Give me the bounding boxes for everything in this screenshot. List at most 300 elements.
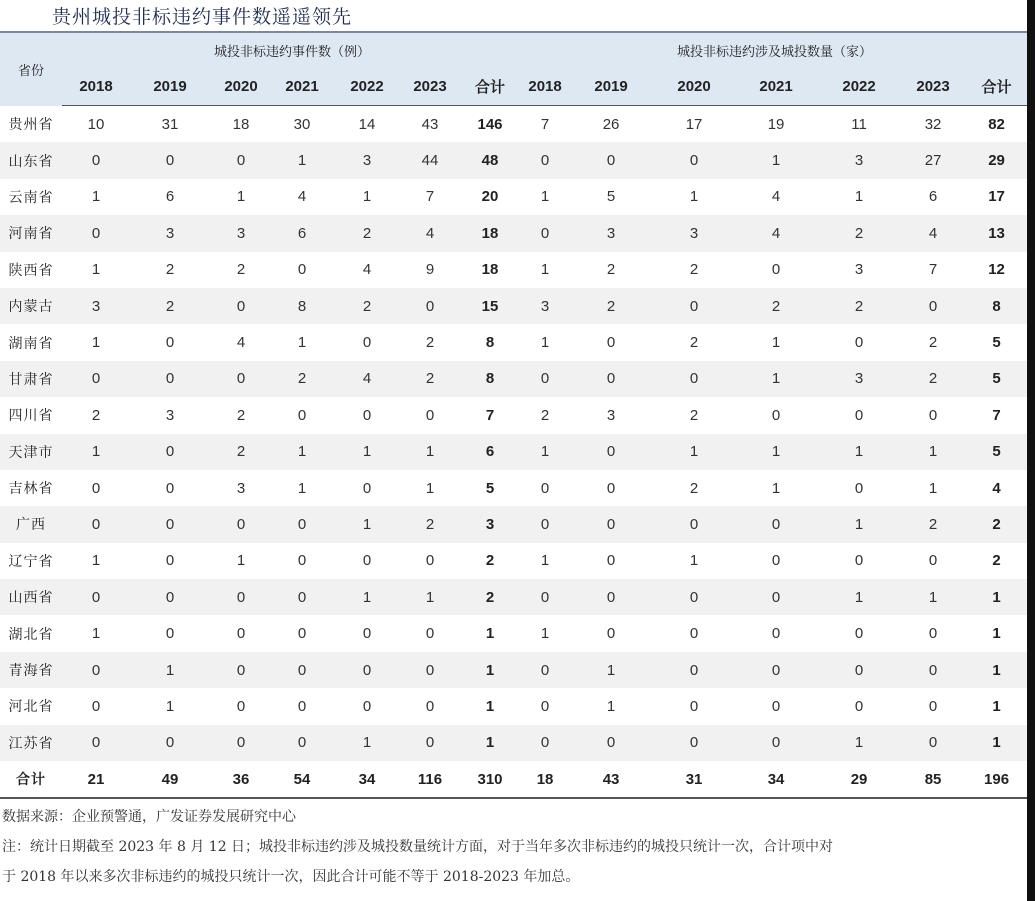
events-year-cell: 0 xyxy=(130,324,210,360)
events-year-cell: 0 xyxy=(130,543,210,579)
events-year-cell: 6 xyxy=(130,179,210,215)
events-year-cell: 1 xyxy=(402,470,458,506)
entities-year-header: 2023 xyxy=(900,67,966,106)
entities-year-cell: 0 xyxy=(818,470,900,506)
entities-year-cell: 1 xyxy=(734,434,818,470)
events-year-cell: 10 xyxy=(62,106,130,143)
events-year-cell: 3 xyxy=(62,288,130,324)
events-year-header: 2020 xyxy=(210,67,272,106)
province-cell: 湖北省 xyxy=(0,615,62,651)
entities-year-cell: 0 xyxy=(568,324,654,360)
entities-year-cell: 1 xyxy=(818,579,900,615)
entities-year-cell: 0 xyxy=(522,652,568,688)
entities-year-cell: 2 xyxy=(568,288,654,324)
events-year-cell: 30 xyxy=(272,106,332,143)
events-total-cell: 48 xyxy=(458,142,522,178)
entities-year-cell: 85 xyxy=(900,761,966,798)
table-header xyxy=(0,32,1027,106)
events-year-cell: 0 xyxy=(62,215,130,251)
entities-year-cell: 0 xyxy=(568,142,654,178)
entities-total-cell: 4 xyxy=(966,470,1027,506)
table-row xyxy=(0,324,1027,360)
entities-total-cell: 82 xyxy=(966,106,1027,143)
events-year-cell: 0 xyxy=(402,688,458,724)
events-year-cell: 9 xyxy=(402,252,458,288)
events-total-cell: 6 xyxy=(458,434,522,470)
entities-year-cell: 0 xyxy=(734,506,818,542)
events-year-cell: 1 xyxy=(62,615,130,651)
events-total-cell: 310 xyxy=(458,761,522,798)
events-year-cell: 21 xyxy=(62,761,130,798)
province-cell: 吉林省 xyxy=(0,470,62,506)
entities-year-cell: 1 xyxy=(818,506,900,542)
events-year-cell: 0 xyxy=(210,361,272,397)
entities-year-cell: 0 xyxy=(734,688,818,724)
entities-year-cell: 31 xyxy=(654,761,734,798)
entities-total-cell: 29 xyxy=(966,142,1027,178)
province-column-header: 省份 xyxy=(0,32,62,106)
entities-total-cell: 196 xyxy=(966,761,1027,798)
events-year-cell: 3 xyxy=(210,470,272,506)
entities-year-cell: 0 xyxy=(654,579,734,615)
table-row xyxy=(0,397,1027,433)
province-cell: 贵州省 xyxy=(0,106,62,143)
entities-total-cell: 17 xyxy=(966,179,1027,215)
events-year-cell: 0 xyxy=(272,688,332,724)
entities-year-cell: 1 xyxy=(734,361,818,397)
events-year-cell: 116 xyxy=(402,761,458,798)
events-year-cell: 0 xyxy=(272,543,332,579)
events-year-cell: 3 xyxy=(210,215,272,251)
entities-total-cell: 5 xyxy=(966,434,1027,470)
entities-year-cell: 0 xyxy=(734,252,818,288)
events-year-cell: 1 xyxy=(62,252,130,288)
entities-year-cell: 19 xyxy=(734,106,818,143)
events-year-cell: 0 xyxy=(332,397,402,433)
events-year-cell: 1 xyxy=(62,324,130,360)
entities-year-cell: 1 xyxy=(522,543,568,579)
events-year-cell: 0 xyxy=(130,579,210,615)
events-year-cell: 8 xyxy=(272,288,332,324)
entities-year-cell: 32 xyxy=(900,106,966,143)
entities-year-cell: 18 xyxy=(522,761,568,798)
table-row xyxy=(0,434,1027,470)
entities-total-cell: 5 xyxy=(966,324,1027,360)
events-year-cell: 0 xyxy=(210,142,272,178)
table-row xyxy=(0,579,1027,615)
entities-year-cell: 0 xyxy=(522,725,568,761)
table-row xyxy=(0,288,1027,324)
entities-year-cell: 17 xyxy=(654,106,734,143)
events-year-cell: 43 xyxy=(402,106,458,143)
events-year-cell: 0 xyxy=(130,434,210,470)
entities-year-cell: 1 xyxy=(818,725,900,761)
events-year-cell: 0 xyxy=(402,543,458,579)
entities-year-cell: 1 xyxy=(734,142,818,178)
entities-year-header: 2018 xyxy=(522,67,568,106)
entities-year-cell: 0 xyxy=(522,506,568,542)
events-year-cell: 14 xyxy=(332,106,402,143)
entities-year-cell: 0 xyxy=(522,361,568,397)
entities-total-cell: 1 xyxy=(966,725,1027,761)
entities-year-cell: 0 xyxy=(654,506,734,542)
province-cell: 山西省 xyxy=(0,579,62,615)
entities-year-cell: 1 xyxy=(734,470,818,506)
events-year-cell: 4 xyxy=(332,252,402,288)
events-year-cell: 1 xyxy=(272,470,332,506)
events-total-cell: 20 xyxy=(458,179,522,215)
entities-total-cell: 13 xyxy=(966,215,1027,251)
table-row xyxy=(0,179,1027,215)
entities-year-cell: 0 xyxy=(900,397,966,433)
events-total-cell: 18 xyxy=(458,252,522,288)
events-year-cell: 0 xyxy=(332,324,402,360)
entities-year-cell: 7 xyxy=(522,106,568,143)
province-cell: 云南省 xyxy=(0,179,62,215)
province-cell: 四川省 xyxy=(0,397,62,433)
events-year-cell: 0 xyxy=(272,579,332,615)
entities-year-cell: 2 xyxy=(654,252,734,288)
events-year-cell: 0 xyxy=(210,288,272,324)
events-year-cell: 0 xyxy=(272,252,332,288)
entities-year-cell: 1 xyxy=(900,434,966,470)
entities-year-cell: 4 xyxy=(734,215,818,251)
entities-year-cell: 0 xyxy=(522,215,568,251)
events-year-cell: 18 xyxy=(210,106,272,143)
events-year-cell: 1 xyxy=(332,434,402,470)
entities-year-cell: 7 xyxy=(900,252,966,288)
entities-year-cell: 1 xyxy=(654,543,734,579)
entities-total-cell: 2 xyxy=(966,506,1027,542)
events-year-cell: 2 xyxy=(272,361,332,397)
entities-year-cell: 0 xyxy=(818,397,900,433)
year-header-row xyxy=(0,67,1027,106)
entities-year-cell: 0 xyxy=(568,506,654,542)
events-year-cell: 0 xyxy=(332,470,402,506)
entities-year-cell: 1 xyxy=(654,179,734,215)
entities-year-cell: 2 xyxy=(654,324,734,360)
events-total-cell: 2 xyxy=(458,543,522,579)
table-row xyxy=(0,543,1027,579)
table-row xyxy=(0,652,1027,688)
events-year-cell: 2 xyxy=(402,506,458,542)
events-year-cell: 0 xyxy=(130,361,210,397)
events-year-cell: 1 xyxy=(210,543,272,579)
events-year-cell: 0 xyxy=(210,579,272,615)
events-total-cell: 1 xyxy=(458,725,522,761)
window-edge xyxy=(1027,0,1035,901)
events-year-cell: 44 xyxy=(402,142,458,178)
events-year-cell: 0 xyxy=(402,397,458,433)
entities-year-cell: 1 xyxy=(522,324,568,360)
events-year-cell: 0 xyxy=(402,288,458,324)
events-year-cell: 0 xyxy=(210,688,272,724)
events-year-cell: 0 xyxy=(402,725,458,761)
events-year-cell: 0 xyxy=(62,688,130,724)
events-year-cell: 2 xyxy=(130,252,210,288)
events-year-cell: 1 xyxy=(332,179,402,215)
province-cell: 陕西省 xyxy=(0,252,62,288)
events-total-cell: 8 xyxy=(458,361,522,397)
entities-year-cell: 0 xyxy=(654,361,734,397)
entities-year-cell: 4 xyxy=(900,215,966,251)
province-cell: 辽宁省 xyxy=(0,543,62,579)
province-cell: 青海省 xyxy=(0,652,62,688)
entities-year-cell: 3 xyxy=(568,397,654,433)
table-row xyxy=(0,142,1027,178)
province-cell: 湖南省 xyxy=(0,324,62,360)
entities-year-cell: 0 xyxy=(654,615,734,651)
entities-year-cell: 1 xyxy=(522,615,568,651)
events-year-cell: 4 xyxy=(332,361,402,397)
events-year-cell: 2 xyxy=(130,288,210,324)
events-total-cell: 15 xyxy=(458,288,522,324)
entities-year-cell: 2 xyxy=(734,288,818,324)
events-year-cell: 2 xyxy=(210,434,272,470)
table-row xyxy=(0,252,1027,288)
entities-year-cell: 1 xyxy=(734,324,818,360)
entities-year-cell: 0 xyxy=(522,579,568,615)
events-year-cell: 49 xyxy=(130,761,210,798)
table-body xyxy=(0,106,1027,799)
entities-year-cell: 43 xyxy=(568,761,654,798)
events-year-cell: 2 xyxy=(332,288,402,324)
table-row xyxy=(0,688,1027,724)
events-year-cell: 6 xyxy=(272,215,332,251)
entities-year-cell: 0 xyxy=(734,579,818,615)
events-year-cell: 54 xyxy=(272,761,332,798)
entities-year-cell: 0 xyxy=(818,688,900,724)
events-year-cell: 0 xyxy=(62,725,130,761)
events-year-header: 2018 xyxy=(62,67,130,106)
entities-year-cell: 1 xyxy=(522,252,568,288)
entities-year-cell: 0 xyxy=(568,579,654,615)
events-year-cell: 0 xyxy=(402,615,458,651)
events-year-cell: 1 xyxy=(332,725,402,761)
entities-total-cell: 1 xyxy=(966,615,1027,651)
entities-year-cell: 3 xyxy=(818,252,900,288)
entities-year-cell: 2 xyxy=(818,288,900,324)
entities-year-cell: 26 xyxy=(568,106,654,143)
events-year-cell: 0 xyxy=(272,506,332,542)
data-source-note: 数据来源：企业预警通，广发证券发展研究中心 xyxy=(2,809,296,825)
table-row xyxy=(0,725,1027,761)
entities-year-cell: 2 xyxy=(900,324,966,360)
entities-year-cell: 0 xyxy=(654,142,734,178)
entities-year-cell: 0 xyxy=(900,688,966,724)
table-row xyxy=(0,361,1027,397)
entities-year-cell: 2 xyxy=(654,470,734,506)
events-year-header: 2022 xyxy=(332,67,402,106)
methodology-note-line-2: 于 2018 年以来多次非标违约的城投只统计一次，因此合计可能不等于 2018-2023 年加总。 xyxy=(2,869,580,885)
events-year-cell: 0 xyxy=(62,579,130,615)
methodology-note-line-1: 注：统计日期截至 2023 年 8 月 12 日；城投非标违约涉及城投数量统计方面，对于当年多次非标违约的城投只统计一次，合计项中对 xyxy=(2,839,834,855)
events-total-cell: 1 xyxy=(458,688,522,724)
province-cell: 江苏省 xyxy=(0,725,62,761)
entities-year-cell: 0 xyxy=(568,615,654,651)
events-year-cell: 0 xyxy=(332,652,402,688)
events-year-cell: 4 xyxy=(272,179,332,215)
events-year-cell: 0 xyxy=(130,506,210,542)
events-year-header: 2021 xyxy=(272,67,332,106)
entities-year-cell: 2 xyxy=(568,252,654,288)
province-cell: 天津市 xyxy=(0,434,62,470)
events-year-header: 2023 xyxy=(402,67,458,106)
events-year-cell: 36 xyxy=(210,761,272,798)
entities-year-cell: 0 xyxy=(568,543,654,579)
events-total-cell: 146 xyxy=(458,106,522,143)
entities-year-cell: 0 xyxy=(568,470,654,506)
events-year-header: 合计 xyxy=(458,67,522,106)
events-total-cell: 2 xyxy=(458,579,522,615)
events-year-cell: 2 xyxy=(210,252,272,288)
events-year-cell: 1 xyxy=(332,506,402,542)
events-year-cell: 2 xyxy=(210,397,272,433)
entities-year-cell: 0 xyxy=(734,543,818,579)
entities-year-cell: 1 xyxy=(568,652,654,688)
entities-group-header: 城投非标违约涉及城投数量（家） xyxy=(522,32,1027,67)
events-year-cell: 0 xyxy=(332,615,402,651)
entities-year-cell: 0 xyxy=(654,725,734,761)
entities-year-cell: 0 xyxy=(900,725,966,761)
events-total-cell: 8 xyxy=(458,324,522,360)
entities-year-cell: 0 xyxy=(818,324,900,360)
entities-total-cell: 1 xyxy=(966,652,1027,688)
events-year-cell: 1 xyxy=(130,688,210,724)
province-cell: 山东省 xyxy=(0,142,62,178)
entities-year-cell: 27 xyxy=(900,142,966,178)
entities-year-cell: 3 xyxy=(818,142,900,178)
events-year-cell: 0 xyxy=(272,615,332,651)
entities-year-cell: 0 xyxy=(734,652,818,688)
events-year-cell: 0 xyxy=(210,652,272,688)
entities-year-cell: 0 xyxy=(734,397,818,433)
events-total-cell: 5 xyxy=(458,470,522,506)
province-cell: 河北省 xyxy=(0,688,62,724)
table-row xyxy=(0,106,1027,143)
entities-year-cell: 34 xyxy=(734,761,818,798)
entities-year-cell: 3 xyxy=(654,215,734,251)
events-year-cell: 1 xyxy=(130,652,210,688)
events-year-cell: 1 xyxy=(272,324,332,360)
entities-year-cell: 2 xyxy=(900,361,966,397)
entities-year-cell: 3 xyxy=(818,361,900,397)
entities-year-cell: 4 xyxy=(734,179,818,215)
entities-year-cell: 0 xyxy=(818,543,900,579)
entities-year-cell: 0 xyxy=(654,688,734,724)
events-year-cell: 2 xyxy=(62,397,130,433)
table-row xyxy=(0,506,1027,542)
events-year-cell: 34 xyxy=(332,761,402,798)
entities-year-cell: 0 xyxy=(522,688,568,724)
events-year-cell: 0 xyxy=(210,615,272,651)
events-year-cell: 0 xyxy=(332,688,402,724)
entities-year-cell: 2 xyxy=(654,397,734,433)
entities-year-cell: 3 xyxy=(522,288,568,324)
entities-year-cell: 0 xyxy=(818,652,900,688)
entities-year-cell: 11 xyxy=(818,106,900,143)
entities-year-cell: 1 xyxy=(818,179,900,215)
entities-total-cell: 1 xyxy=(966,688,1027,724)
default-events-table xyxy=(0,31,1027,799)
entities-year-cell: 0 xyxy=(568,434,654,470)
events-year-cell: 1 xyxy=(62,543,130,579)
events-year-cell: 1 xyxy=(332,579,402,615)
entities-year-cell: 0 xyxy=(900,543,966,579)
events-year-cell: 0 xyxy=(130,725,210,761)
events-group-header: 城投非标违约事件数（例） xyxy=(62,32,522,67)
entities-year-cell: 1 xyxy=(568,688,654,724)
events-year-cell: 1 xyxy=(210,179,272,215)
entities-year-header: 2022 xyxy=(818,67,900,106)
entities-year-header: 合计 xyxy=(966,67,1027,106)
events-year-cell: 2 xyxy=(332,215,402,251)
entities-total-cell: 12 xyxy=(966,252,1027,288)
entities-year-cell: 2 xyxy=(900,506,966,542)
total-label: 合计 xyxy=(0,761,62,798)
table-title: 贵州城投非标违约事件数遥遥领先 xyxy=(52,6,353,28)
events-year-cell: 1 xyxy=(272,434,332,470)
events-year-cell: 0 xyxy=(130,142,210,178)
entities-year-cell: 1 xyxy=(818,434,900,470)
events-year-cell: 3 xyxy=(130,215,210,251)
events-total-cell: 7 xyxy=(458,397,522,433)
entities-year-cell: 3 xyxy=(568,215,654,251)
entities-year-cell: 0 xyxy=(522,142,568,178)
table-row xyxy=(0,615,1027,651)
entities-year-header: 2021 xyxy=(734,67,818,106)
events-total-cell: 1 xyxy=(458,652,522,688)
entities-year-cell: 0 xyxy=(900,652,966,688)
events-year-cell: 0 xyxy=(332,543,402,579)
province-cell: 甘肃省 xyxy=(0,361,62,397)
events-year-cell: 0 xyxy=(402,652,458,688)
entities-year-cell: 0 xyxy=(734,725,818,761)
events-year-cell: 7 xyxy=(402,179,458,215)
events-year-cell: 2 xyxy=(402,361,458,397)
entities-year-cell: 29 xyxy=(818,761,900,798)
events-year-cell: 0 xyxy=(62,361,130,397)
entities-year-cell: 0 xyxy=(900,288,966,324)
footnotes xyxy=(0,802,1027,892)
entities-year-cell: 6 xyxy=(900,179,966,215)
entities-year-cell: 5 xyxy=(568,179,654,215)
table-row xyxy=(0,470,1027,506)
entities-year-cell: 1 xyxy=(900,470,966,506)
events-year-cell: 31 xyxy=(130,106,210,143)
events-year-cell: 3 xyxy=(130,397,210,433)
events-year-cell: 0 xyxy=(130,615,210,651)
events-year-header: 2019 xyxy=(130,67,210,106)
province-cell: 河南省 xyxy=(0,215,62,251)
entities-year-cell: 0 xyxy=(900,615,966,651)
events-total-cell: 1 xyxy=(458,615,522,651)
entities-year-cell: 0 xyxy=(818,615,900,651)
entities-total-cell: 1 xyxy=(966,579,1027,615)
events-year-cell: 4 xyxy=(210,324,272,360)
events-year-cell: 0 xyxy=(62,142,130,178)
events-year-cell: 0 xyxy=(130,470,210,506)
events-year-cell: 2 xyxy=(402,324,458,360)
entities-year-header: 2019 xyxy=(568,67,654,106)
entities-year-cell: 2 xyxy=(522,397,568,433)
province-cell: 内蒙古 xyxy=(0,288,62,324)
events-year-cell: 3 xyxy=(332,142,402,178)
entities-total-cell: 8 xyxy=(966,288,1027,324)
entities-year-cell: 2 xyxy=(818,215,900,251)
entities-total-cell: 5 xyxy=(966,361,1027,397)
entities-year-header: 2020 xyxy=(654,67,734,106)
